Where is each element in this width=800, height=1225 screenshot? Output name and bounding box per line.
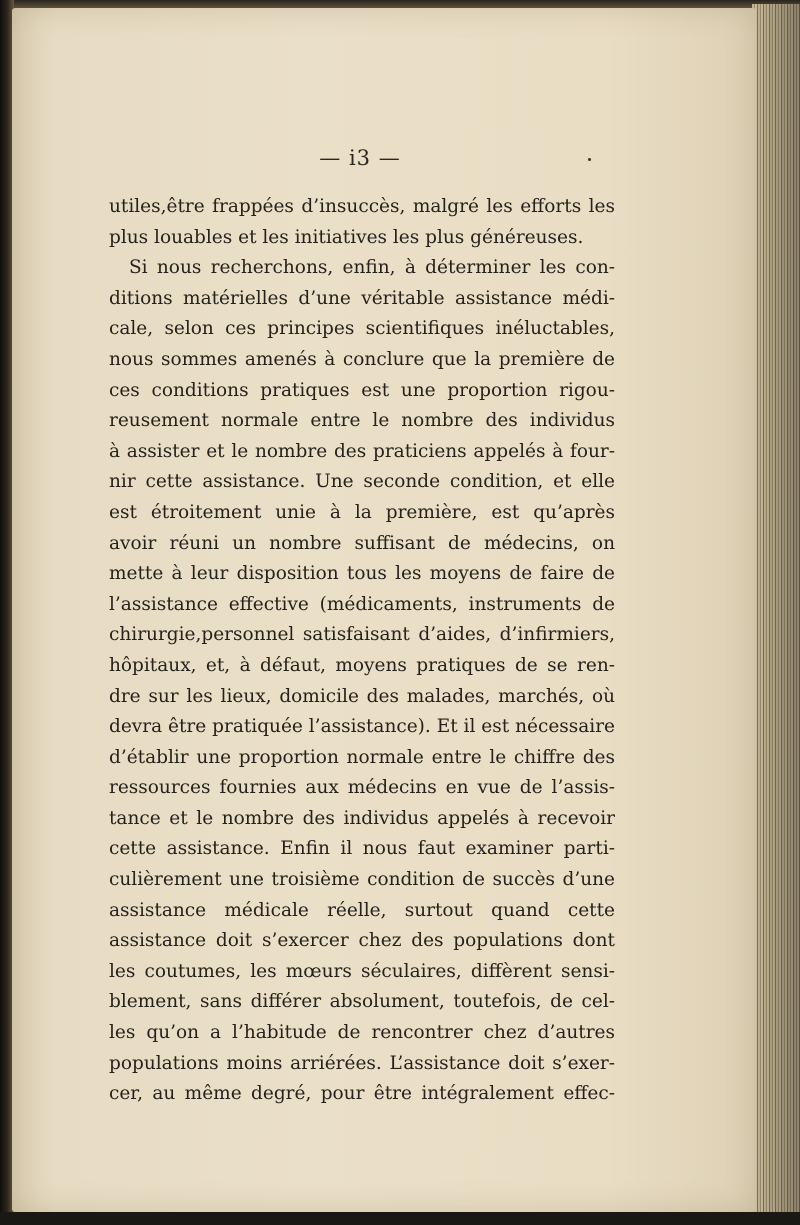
text-line: plus louables et les initiatives les plus généreuses. bbox=[109, 226, 584, 248]
text-line: populations moins arriérées. L’assistance doit s’exer- bbox=[109, 1052, 615, 1074]
text-line: ressources fournies aux médecins en vue de l’assis- bbox=[109, 777, 615, 799]
text-line: assistance médicale réelle, surtout quand cette bbox=[109, 899, 615, 921]
text-line: les coutumes, les mœurs séculaires, diffèrent sensi- bbox=[109, 960, 615, 982]
page-number: — i3 — bbox=[319, 146, 401, 170]
text-line: dre sur les lieux, domicile des malades, marchés, où bbox=[109, 685, 615, 707]
text-line: les qu’on a l’habitude de rencontrer chez d’autres bbox=[109, 1022, 615, 1044]
text-line: cer, au même degré, pour être intégralement effec- bbox=[109, 1083, 615, 1105]
text-line: mette à leur disposition tous les moyens de faire de bbox=[109, 563, 615, 585]
text-line: utiles,être frappées d’insuccès, malgré les efforts les bbox=[109, 196, 615, 217]
text-line: l’assistance effective (médicaments, instruments de bbox=[109, 593, 615, 615]
text-line: culièrement une troisième condition de succès d’une bbox=[109, 869, 615, 891]
scan-top-border bbox=[0, 0, 800, 8]
text-line: est étroitement unie à la première, est qu’après bbox=[109, 501, 615, 523]
text-line: tance et le nombre des individus appelés à recevoir bbox=[109, 807, 615, 829]
text-line: ces conditions pratiques est une proportion rigou- bbox=[109, 379, 615, 401]
text-line: nous sommes amenés à conclure que la première de bbox=[109, 348, 615, 370]
text-line: assistance doit s’exercer chez des populations dont bbox=[109, 930, 615, 952]
text-line: devra être pratiquée l’assistance). Et il est nécessaire bbox=[109, 716, 615, 738]
text-line: chirurgie,personnel satisfaisant d’aides, d’infirmiers, bbox=[109, 624, 615, 646]
text-line: avoir réuni un nombre suffisant de médecins, on bbox=[109, 532, 615, 554]
text-line: hôpitaux, et, à défaut, moyens pratiques de se ren- bbox=[109, 654, 615, 676]
text-line: blement, sans différer absolument, toutefois, de cel- bbox=[109, 991, 615, 1013]
text-line: reusement normale entre le nombre des individus bbox=[109, 410, 615, 432]
text-line: nir cette assistance. Une seconde condition, et elle bbox=[109, 471, 615, 493]
page-text bbox=[109, 192, 615, 1110]
text-line: cette assistance. Enfin il nous faut examiner parti- bbox=[109, 838, 615, 860]
scan-bottom-border bbox=[0, 1212, 800, 1225]
text-line: d’établir une proportion normale entre le chiffre des bbox=[109, 746, 615, 768]
page-edges-shadow bbox=[752, 4, 800, 1216]
text-line: cale, selon ces principes scientifiques inéluctables, bbox=[109, 318, 615, 340]
text-line: à assister et le nombre des praticiens appelés à four- bbox=[109, 440, 615, 462]
text-line: ditions matérielles d’une véritable assistance médi- bbox=[109, 287, 615, 309]
text-line: Si nous recherchons, enfin, à déterminer les con- bbox=[129, 257, 615, 279]
